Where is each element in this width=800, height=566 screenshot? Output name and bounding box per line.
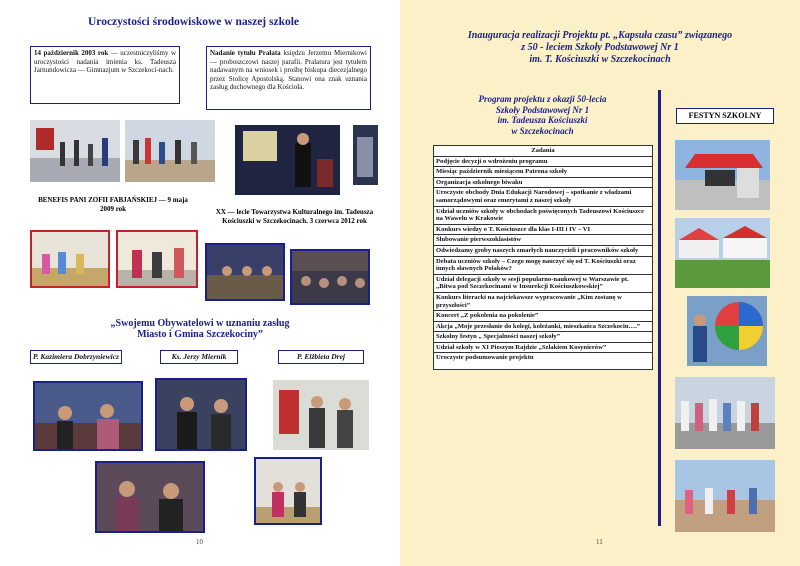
table-row (434, 274, 653, 292)
photo-festyn-tents (675, 218, 770, 288)
task-cell: Konkurs literacki na najciekawsze wypracowanie „Kim zostanę w przyszłości” (434, 292, 653, 310)
left-heading: Uroczystości środowiskowe w naszej szkole (88, 16, 300, 28)
task-cell: Odwiedzamy groby naszych zmarłych nauczycieli i pracowników szkoły (434, 245, 653, 256)
section-heading-line1: „Swojemu Obywatelowi w uznaniu zasług (110, 318, 290, 329)
right-heading-line2: z 50 - leciem Szkoły Podstawowej Nr 1 (521, 42, 679, 53)
table-row (434, 256, 653, 274)
event-box-pralat (206, 46, 371, 110)
table-row (434, 332, 653, 343)
photo-school-assembly (125, 120, 215, 182)
table-row (434, 206, 653, 224)
table-row (434, 353, 653, 370)
task-cell: Podjęcie decyzji o wdrożeniu programu (434, 156, 653, 167)
task-cell: Uroczyste podsumowanie projektu (434, 353, 653, 370)
program-line3: im. Tadeusza Kościuszki (497, 115, 588, 125)
program-table (433, 145, 653, 370)
table-row (434, 167, 653, 178)
right-page (400, 0, 800, 566)
table-row (434, 342, 653, 353)
photo-festyn-stage (675, 140, 770, 210)
program-line2: Szkoły Podstawowej Nr 1 (495, 104, 590, 115)
name-miernik: Ks. Jerzy Miernik (160, 350, 238, 364)
event-box-2003 (30, 46, 180, 104)
right-heading-line1: Inauguracja realizacji Projektu pt. „Kapsuła czasu” związanego (467, 30, 733, 41)
task-cell: Debata uczniów szkoły – Czego mogę nauczyć się od T. Kościuszki oraz innych sławnych Polaków? (434, 256, 653, 274)
program-line4: w Szczekocinach (511, 125, 574, 136)
right-heading (420, 30, 780, 66)
table-row (434, 224, 653, 235)
photo-award-drej (273, 380, 369, 450)
table-row (434, 188, 653, 206)
table-row (434, 235, 653, 246)
task-cell: Szkolny festyn „ Specjalności naszej szkoły” (434, 332, 653, 343)
photo-ceremony-hall (30, 120, 120, 182)
table-header: Zadania (434, 146, 653, 157)
caption-benefis: BENEFIS PANI ZOFII FABJAŃSKIEJ — 9 maja 2009 rok (38, 196, 188, 213)
photo-festyn-playground (675, 460, 775, 532)
task-cell: Miesiąc październik miesiącem Patrona szkoły (434, 167, 653, 178)
box1-date: 14 październik 2003 rok (34, 49, 109, 57)
table-row (434, 311, 653, 322)
divider-bar (658, 90, 661, 526)
photo-award-miernik (155, 378, 247, 451)
photo-benefis-gym (30, 230, 110, 288)
table-row (434, 177, 653, 188)
section-heading (90, 318, 310, 340)
task-cell: Koncert „Z pokolenia na pokolenie” (434, 311, 653, 322)
name-drej: P. Elżbieta Drej (278, 350, 364, 364)
table-row (434, 292, 653, 310)
task-cell: Udział szkoły w XI Pieszym Rajdzie „Szlakiem Kosynierów” (434, 342, 653, 353)
photo-award-elderly (95, 461, 205, 533)
box2-bold: Nadanie tytułu Prałata (210, 49, 281, 57)
photo-award-stage (254, 457, 322, 525)
table-row (434, 156, 653, 167)
section-heading-line2: Miasto i Gmina Szczekociny” (137, 329, 263, 340)
photo-festyn-crowd (675, 377, 775, 449)
photo-festyn-wheel (687, 296, 767, 366)
photo-award-side (353, 125, 378, 185)
task-cell: Uroczyste obchody Dnia Edukacji Narodowej – spotkanie z władzami samorządowymi oraz emerytami z naszej szkoły (434, 188, 653, 206)
box2-text: księdzu Jerzemu Miernikowi— proboszczowi naszej parafii. Pralatura jest tytułem nadawanym na wniosek i prośbę biskupa diecezjalnego przez Stolicę Apostolską. Stanowi ona znak uznania zasług duchownego dla Kościoła. (210, 49, 367, 91)
name-dobrzyniewicz: P. Kazimiera Dobrzyniewicz (30, 350, 122, 364)
photo-xx-audience (290, 249, 370, 305)
task-cell: Organizacja szkolnego biwaku (434, 177, 653, 188)
table-row (434, 245, 653, 256)
program-heading (435, 94, 650, 136)
task-cell: Udział uczniów szkoły w obchodach poświęconych Tadeuszowi Kościuszce na Wawelu w Krakowie (434, 206, 653, 224)
task-cell: Ślubowanie pierwszoklasistów (434, 235, 653, 246)
task-cell: Akcja „Moje przesłanie do kolegi, koleżanki, mieszkańca Szczekocin….” (434, 321, 653, 332)
page-number-right: 11 (596, 538, 603, 546)
photo-award-dobrzyniewicz (33, 381, 143, 451)
photo-priest-ceremony (235, 125, 340, 195)
photo-benefis-dance (116, 230, 198, 288)
page-number-left: 10 (196, 538, 203, 546)
right-heading-line3: im. T. Kościuszki w Szczekocinach (529, 54, 671, 65)
task-cell: Udział delegacji szkoły w sesji popularno-naukowej w Warszawie pt. „Bitwa pod Szczekocinami w Insurekcji Kościuszkowskiej” (434, 274, 653, 292)
festyn-label: FESTYN SZKOLNY (676, 108, 774, 124)
caption-xx-lecie: XX — lecie Towarzystwa Kulturalnego im. Tadeusza Kościuszki w Szczekocinach. 3 czerwca 2012 rok (215, 208, 374, 225)
program-line1: Program projektu z okazji 50-lecia (478, 94, 607, 104)
box1-text: — uczestniczyliśmy w uroczystości nadania imienia ks. Tadeusza Jarnundowicza — Gimnazjum w Szczekoci-nach. (34, 49, 177, 74)
table-row (434, 321, 653, 332)
table-header-row (434, 146, 653, 157)
task-cell: Konkurs wiedzy o T. Kościuszce dla klas I-III i IV – VI (434, 224, 653, 235)
photo-xx-panel (205, 243, 285, 301)
